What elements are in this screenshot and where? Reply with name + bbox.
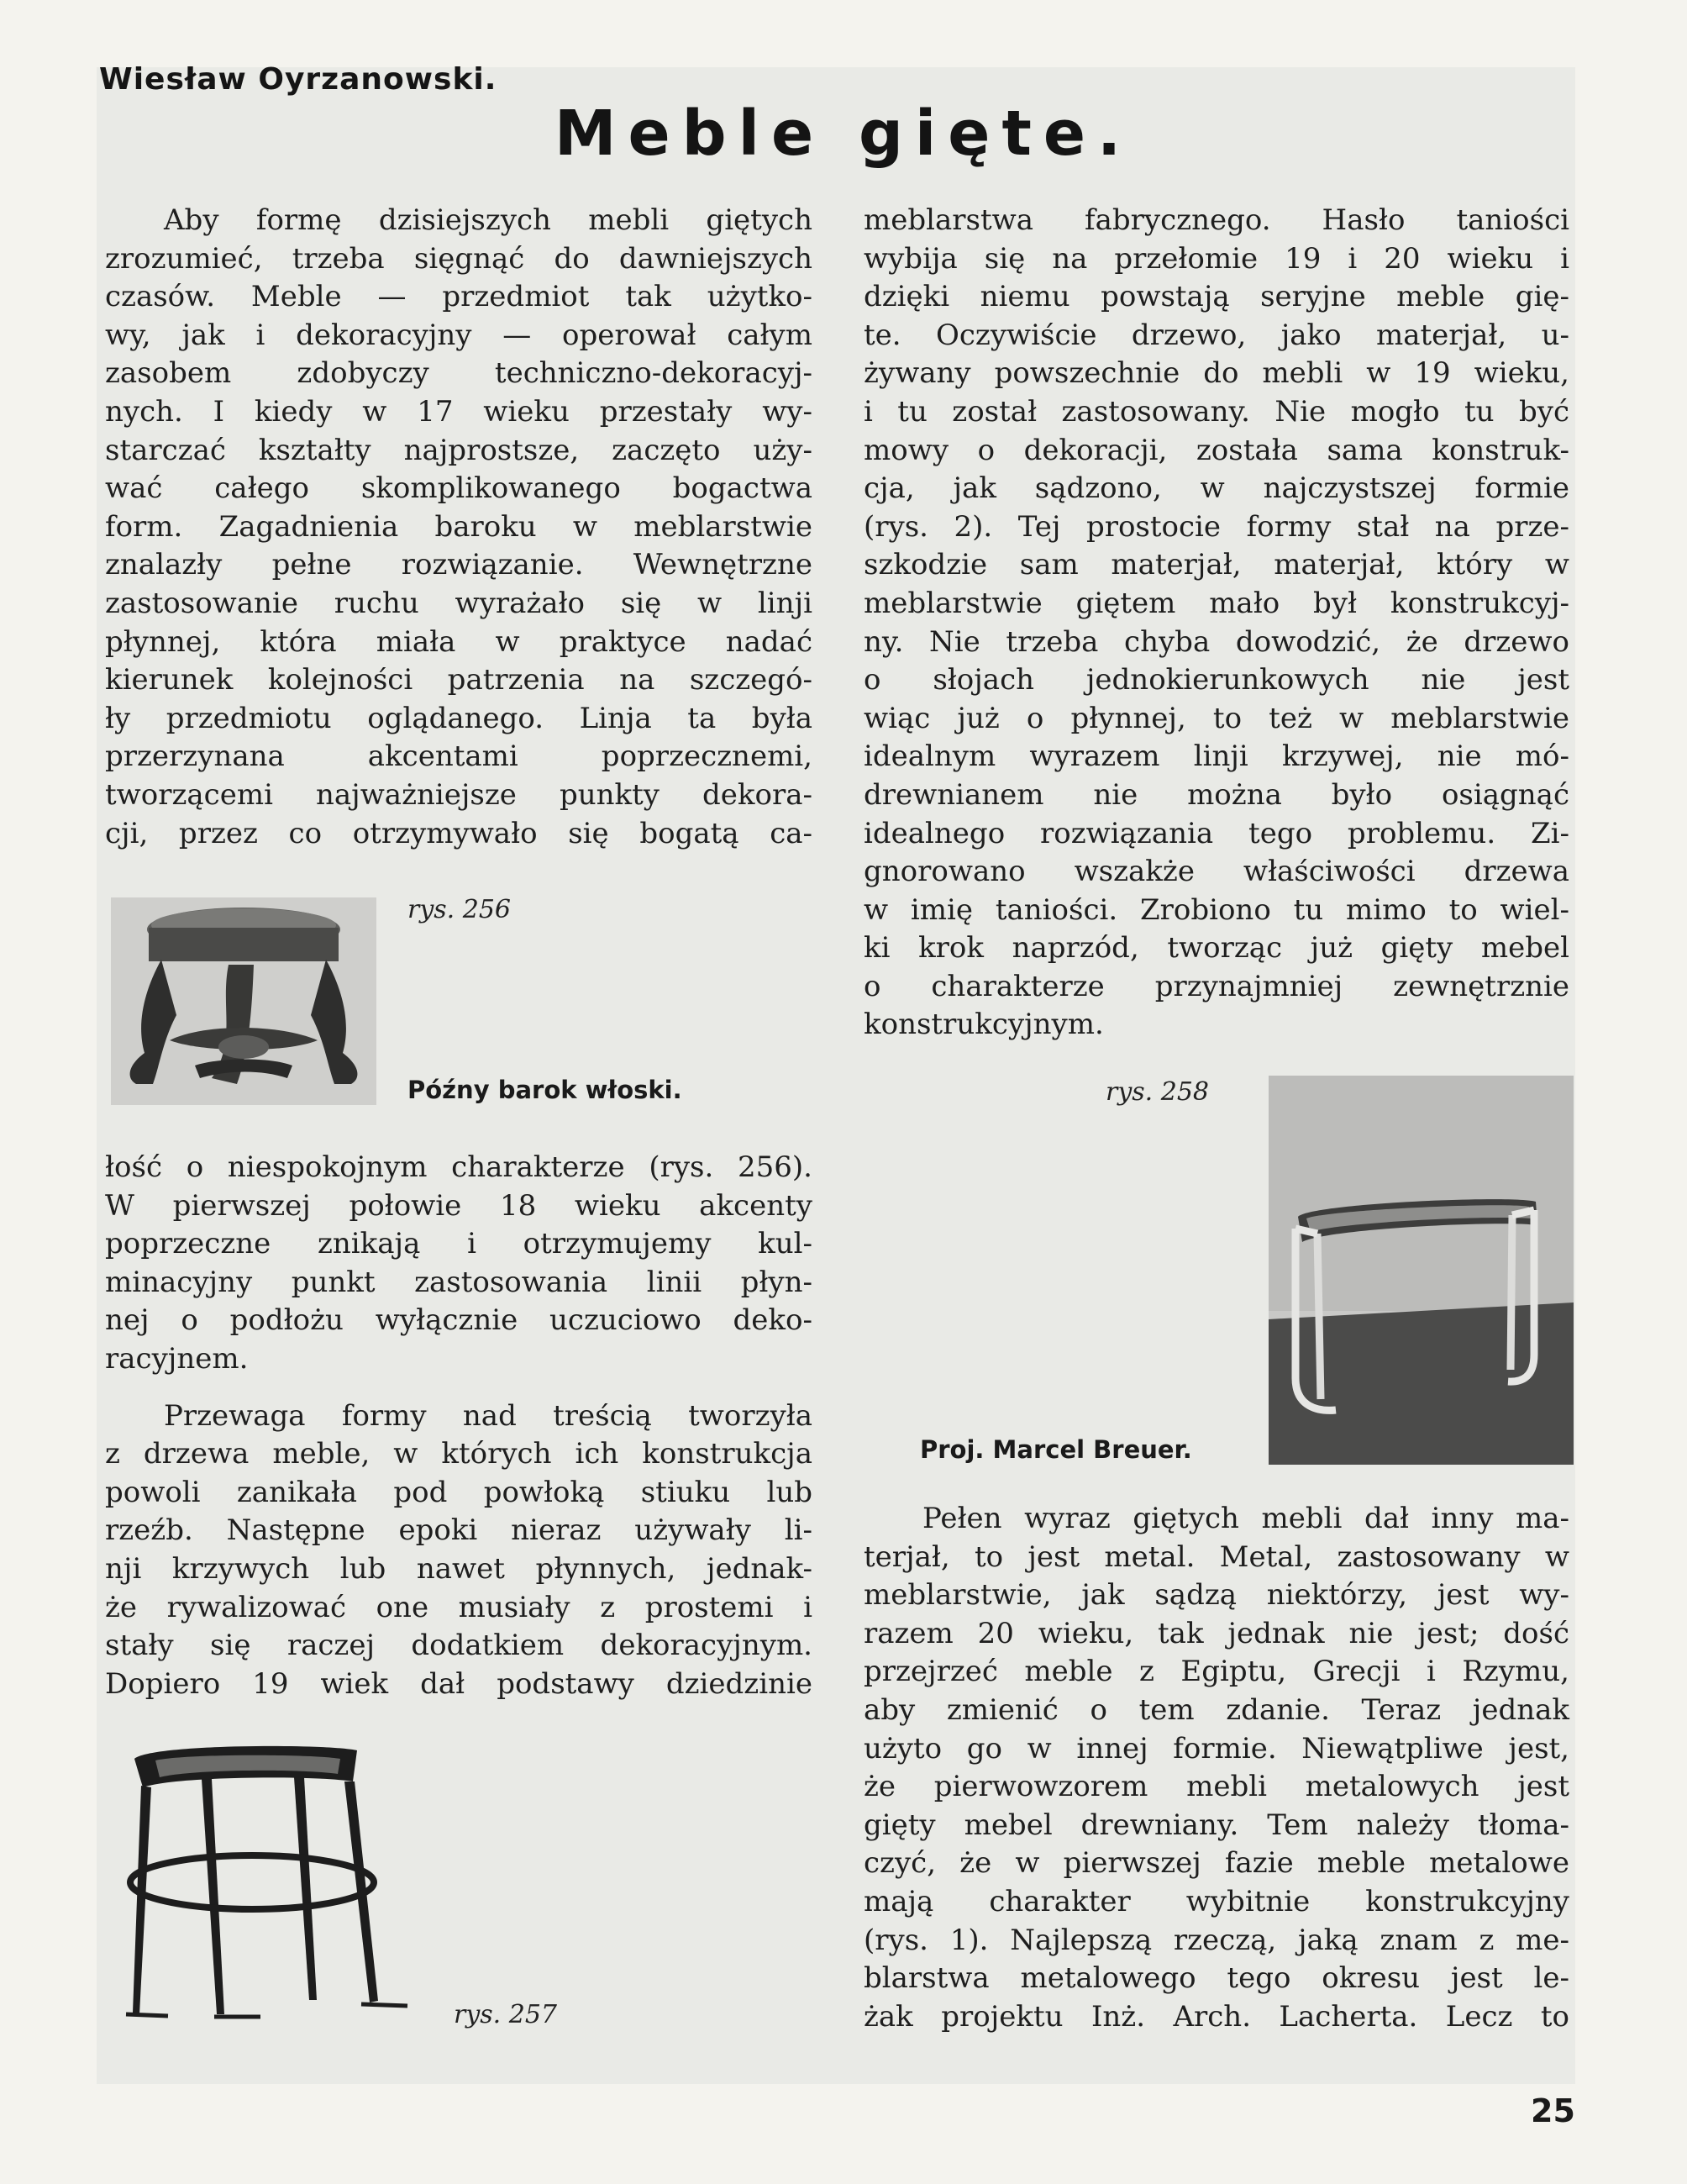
text-line: powoli zanikała pod powłoką stiuku lub [105,1475,812,1509]
article-title: Meble gięte. [554,97,1133,170]
text-line: o charakterze przynajmniej zewnętrznie [864,969,1569,1003]
text-line: Pełen wyraz giętych mebli dał inny ma- [922,1502,1569,1535]
text-line: tworzącemi najważniejsze punkty dekora- [105,777,812,812]
text-line: że pierwowzorem mebli metalowych jest [864,1770,1569,1804]
text-line: zastosowanie ruchu wyrażało się w linji [105,586,812,620]
text-line: wiąc już o płynnej, to też w meblarstwie [864,701,1569,735]
text-line: konstrukcyjnym. [864,1008,1104,1042]
figure-256-caption: Późny barok włoski. [407,1076,682,1104]
figure-258-photo [1269,1076,1574,1465]
text-line: mają charakter wybitnie konstrukcyjny [864,1884,1569,1918]
text-line: form. Zagadnienia baroku w meblarstwie [105,509,812,544]
text-line: zasobem zdobyczy techniczno-dekoracyj- [105,356,812,391]
text-line: blarstwa metalowego tego okresu jest le- [864,1961,1569,1996]
text-line: mowy o dekoracji, została sama konstruk- [864,433,1569,467]
figure-256-photo [111,897,376,1105]
text-line: W pierwszej połowie 18 wieku akcenty [105,1188,812,1223]
text-line: czyć, że w pierwszej fazie meble metalowe [864,1846,1569,1881]
text-line: żak projektu Inż. Arch. Lacherta. Lecz to [864,1999,1569,2034]
text-line: zrozumieć, trzeba sięgnąć do dawniejszych [105,241,812,276]
text-line: gięty mebel drewniany. Tem należy tłoma- [864,1808,1569,1842]
text-line: ki krok naprzód, tworząc już gięty mebel [864,931,1569,966]
text-line: drewnianem nie można było osiągnąć [864,777,1569,812]
text-line: te. Oczywiście drzewo, jako materjał, u- [864,318,1569,352]
text-line: idealnym wyrazem linji krzywej, nie mó- [864,739,1569,774]
text-line: użyto go w innej formie. Niewątpliwe jest, [864,1731,1569,1766]
paragraph-gap [105,1379,812,1397]
text-line: poprzeczne znikają i otrzymujemy kul- [105,1227,812,1261]
text-line: terjał, to jest metal. Metal, zastosowany w [864,1539,1569,1574]
text-line: meblarstwie giętem mało był konstrukcyj- [864,586,1569,620]
text-line: i tu został zastosowany. Nie mogło tu być [864,394,1569,429]
left-column-bottom [105,1149,812,1703]
text-line: wybija się na przełomie 19 i 20 wieku i [864,241,1569,276]
text-line: przerzynana akcentami poprzecznemi, [105,739,812,774]
text-line: że rywalizować one musiały z prostemi i [105,1590,812,1624]
figure-258-label: rys. 258 [1106,1077,1210,1107]
text-line: czasów. Meble — przedmiot tak użytko- [105,280,812,314]
text-line: idealnego rozwiązania tego problemu. Zi- [864,816,1569,850]
text-line: cji, przez co otrzymywało się bogatą ca- [105,816,812,850]
text-line: Aby formę dzisiejszych mebli giętych [164,203,812,237]
text-line: cja, jak sądzono, w najczystszej formie [864,471,1569,506]
figure-258-caption: Proj. Marcel Breuer. [920,1435,1192,1464]
text-line: znalazły pełne rozwiązanie. Wewnętrzne [105,548,812,582]
text-line: ły przedmiotu oglądanego. Linja ta była [105,701,812,735]
text-line: łość o niespokojnym charakterze (rys. 256). [105,1150,812,1184]
text-line: wy, jak i dekoracyjny — operował całym [105,318,812,352]
text-line: szkodzie sam materjał, materjał, który w [864,548,1569,582]
text-line: meblarstwa fabrycznego. Hasło taniości [864,203,1569,237]
figure-257-label: rys. 257 [454,2000,558,2029]
text-line: płynnej, która miała w praktyce nadać [105,624,812,659]
text-line: (rys. 1). Najlepszą rzeczą, jaką znam z me- [864,1923,1569,1957]
text-line: nych. I kiedy w 17 wieku przestały wy- [105,394,812,429]
text-line: gnorowano wszakże właściwości drzewa [864,855,1569,889]
figure-256-label: rys. 256 [407,895,512,924]
text-line: aby zmienić o tem zdanie. Teraz jednak [864,1692,1569,1727]
text-line: nji krzywych lub nawet płynnych, jednak- [105,1551,812,1586]
text-line: racyjnem. [105,1341,249,1376]
figure-257-drawing [118,1735,412,2038]
text-line: meblarstwie, jak sądzą niektórzy, jest wy- [864,1578,1569,1613]
page-number: 25 [1531,2092,1575,2129]
right-column-top [864,202,1569,1045]
text-line: minacyjny punkt zastosowania linii płyn- [105,1265,812,1299]
text-line: w imię taniości. Zrobiono tu mimo to wiel- [864,892,1569,927]
left-column-top [105,202,812,853]
text-line: razem 20 wieku, tak jednak nie jest; dość [864,1616,1569,1650]
text-line: Dopiero 19 wiek dał podstawy dziedzinie [105,1666,812,1701]
text-line: przejrzeć meble z Egiptu, Grecji i Rzymu, [864,1655,1569,1689]
text-line: (rys. 2). Tej prostocie formy stał na prze- [864,509,1569,544]
text-line: nej o podłożu wyłącznie uczuciowo deko- [105,1303,812,1338]
text-line: dzięki niemu powstają seryjne meble gię- [864,280,1569,314]
author-name: Wiesław Oyrzanowski. [99,62,497,97]
right-column-bottom [864,1500,1569,2036]
text-line: wać całego skomplikowanego bogactwa [105,471,812,506]
text-line: o słojach jednokierunkowych nie jest [864,663,1569,697]
text-line: Przewaga formy nad treścią tworzyła [164,1398,812,1433]
text-line: z drzewa meble, w których ich konstrukcja [105,1437,812,1471]
text-line: żywany powszechnie do mebli w 19 wieku, [864,356,1569,391]
text-line: starczać kształty najprostsze, zaczęto uży- [105,433,812,467]
text-line: kierunek kolejności patrzenia na szczegó- [105,663,812,697]
text-line: rzeźb. Następne epoki nieraz używały li- [105,1513,812,1548]
text-line: stały się raczej dodatkiem dekoracyjnym. [105,1629,812,1663]
text-line: ny. Nie trzeba chyba dowodzić, że drzewo [864,624,1569,659]
